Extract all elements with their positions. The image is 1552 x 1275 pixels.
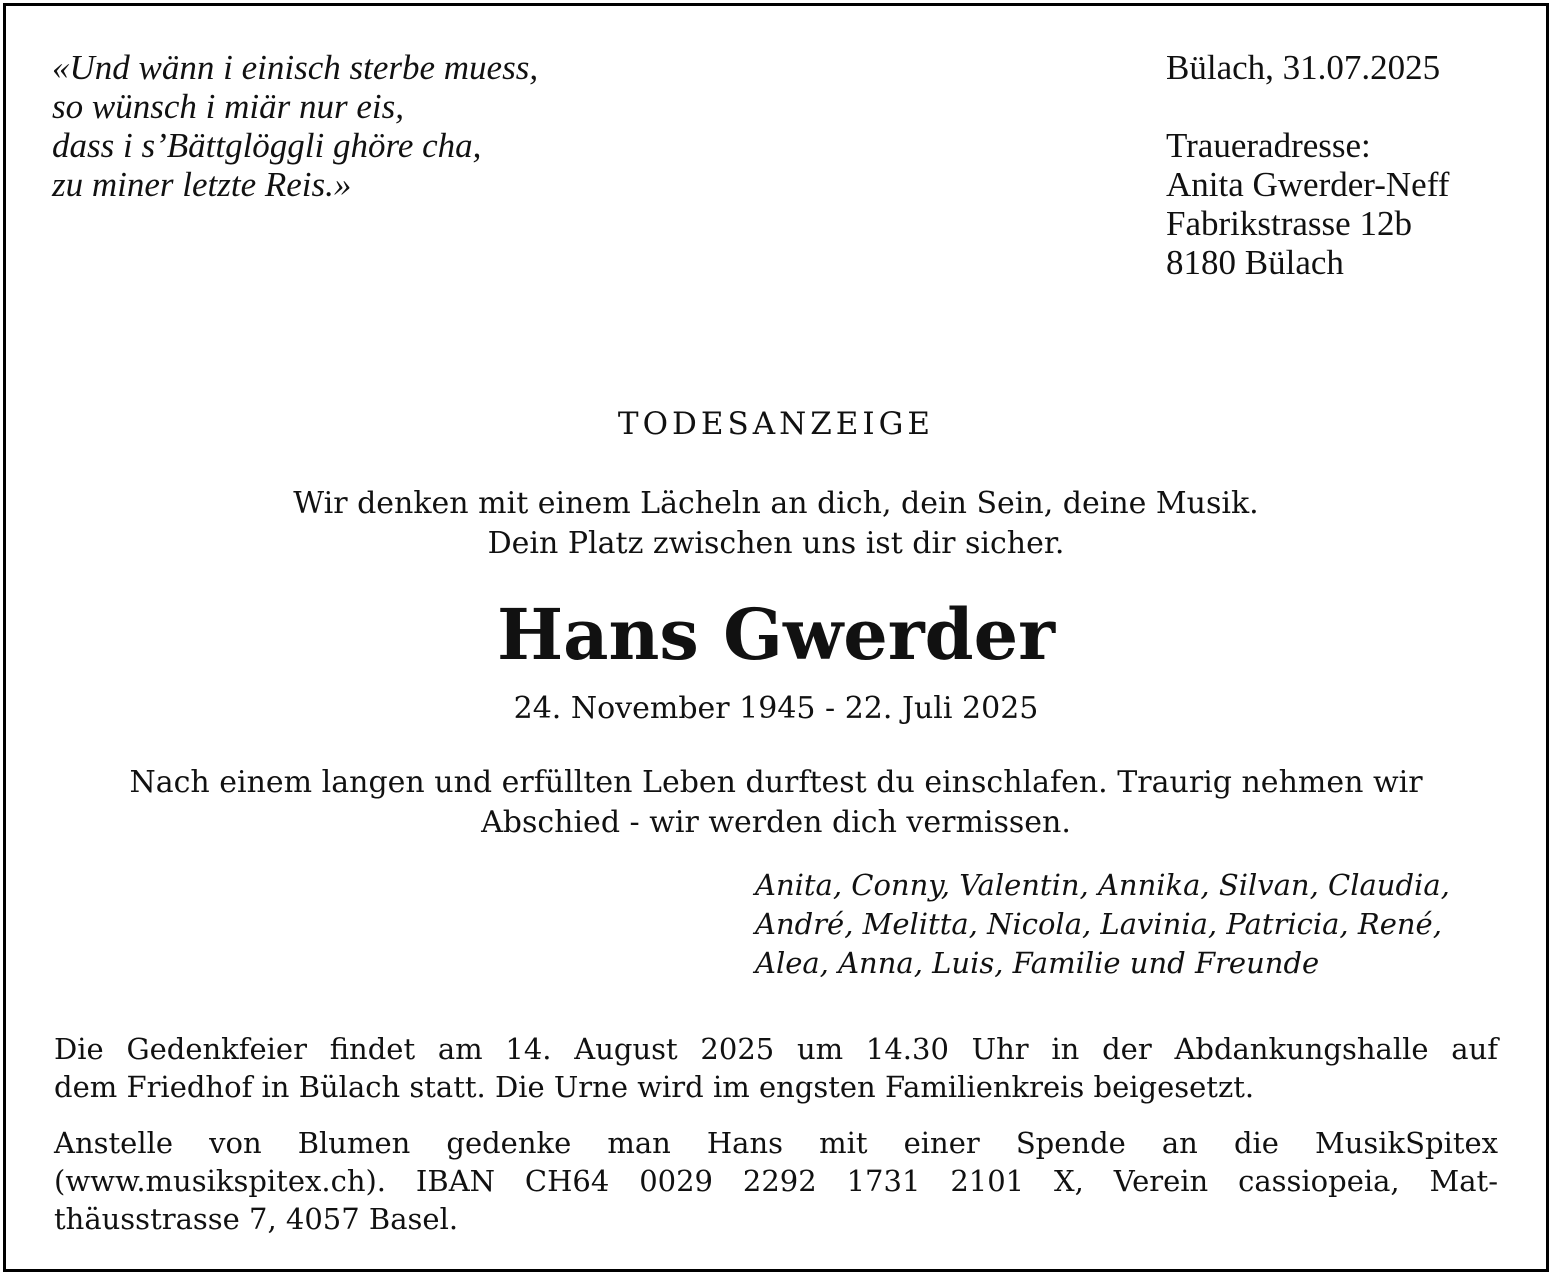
donation-line: (www.musikspitex.ch). IBAN CH64 0029 2292 1731 2101 X, Verein cassiopeia, Mat- [54, 1164, 1498, 1198]
poem-line: «Und wänn i einisch sterbe muess, [52, 48, 539, 87]
mourning-address [1166, 48, 1449, 282]
poem [52, 48, 538, 204]
farewell-message [0, 763, 1552, 843]
place-date: Bülach, 31.07.2025 [1166, 48, 1441, 87]
message-line: Abschied - wir werden dich vermissen. [481, 805, 1071, 840]
mourners-line: Alea, Anna, Luis, Familie und Freunde [755, 946, 1320, 980]
address-street: Fabrikstrasse 12b [1166, 204, 1412, 243]
address-city: 8180 Bülach [1166, 243, 1344, 282]
ceremony-line: dem Friedhof in Bülach statt. Die Urne wird im engsten Familienkreis beigesetzt. [54, 1070, 1255, 1104]
donation-line: Anstelle von Blumen gedenke man Hans mit einer Spende an die MusikSpitex [54, 1126, 1498, 1160]
notice-heading: TODESANZEIGE [617, 406, 935, 442]
life-dates: 24. November 1945 - 22. Juli 2025 [513, 691, 1039, 726]
deceased-name: Hans Gwerder [497, 593, 1055, 676]
address-name: Anita Gwerder-Neff [1166, 165, 1450, 204]
intro-text [0, 484, 1552, 564]
ceremony-line: Die Gedenkfeier findet am 14. August 2025 um 14.30 Uhr in der Abdankungshalle auf [54, 1032, 1498, 1066]
message-line: Nach einem langen und erfüllten Leben durftest du einschlafen. Traurig nehmen wir [129, 765, 1423, 800]
address-label: Traueradresse: [1166, 126, 1371, 165]
poem-line: zu miner letzte Reis.» [52, 165, 352, 204]
ceremony-paragraph [54, 1030, 1498, 1106]
mourners-line: Anita, Conny, Valentin, Annika, Silvan, Claudia, [755, 868, 1450, 902]
intro-line: Dein Platz zwischen uns ist dir sicher. [487, 526, 1065, 561]
donation-line: thäusstrasse 7, 4057 Basel. [54, 1202, 459, 1236]
donation-paragraph [54, 1124, 1498, 1238]
poem-line: so wünsch i miär nur eis, [52, 87, 404, 126]
mourners-list [755, 866, 1450, 983]
intro-line: Wir denken mit einem Lächeln an dich, dein Sein, deine Musik. [293, 486, 1259, 521]
poem-line: dass i s’Bättglöggli ghöre cha, [52, 126, 482, 165]
mourners-line: André, Melitta, Nicola, Lavinia, Patricia, René, [755, 907, 1442, 941]
